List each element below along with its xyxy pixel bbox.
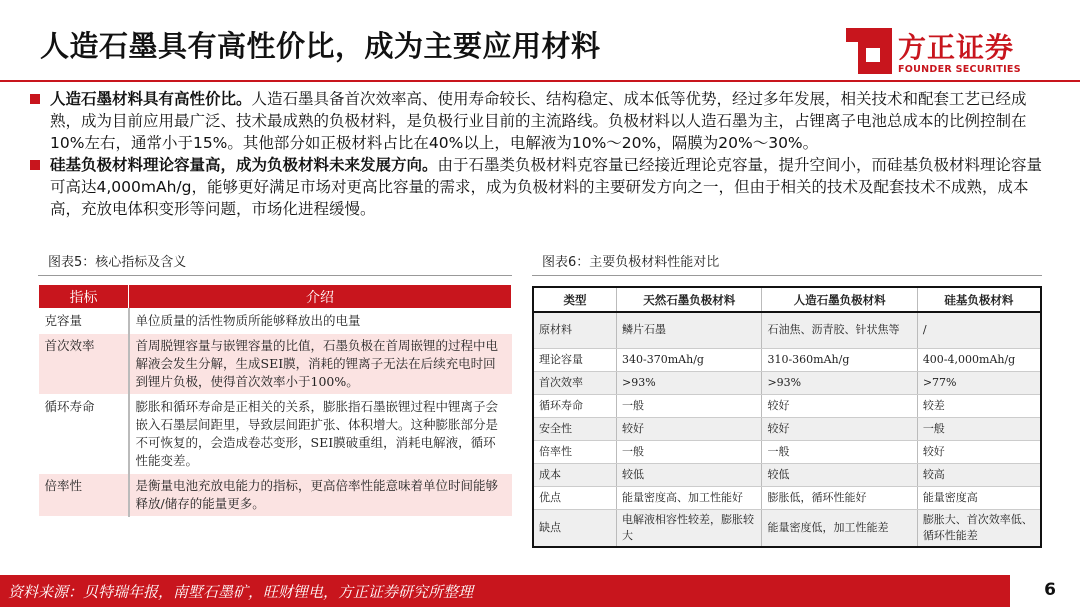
table-cell: 缺点 [533,509,617,547]
table-cell: >93% [762,371,917,394]
table-row [533,312,1041,348]
table-header-row [39,285,512,309]
table-cell: 倍率性 [533,440,617,463]
logo-chinese-name: 方正证券 [898,31,1015,64]
logo-english-name: FOUNDER SECURITIES [898,64,1021,75]
indicator-name: 倍率性 [39,474,129,517]
bullet-text: 人造石墨具备首次效率高、使用寿命较长、结构稳定、成本低等优势，经过多年发展，相关技术和配套工艺已经成熟，成为目前应用最广泛、技术最成熟的负极材料，是负极行业目前的主流路线。负极材料以人造石墨为主，占锂离子电池总成本的比例控制在10%左右，通常小于15%。其他部分如正极材料占比在40%以上，电解液为10%～20%，隔膜为20%～30%。 [50,90,1027,152]
indicator-description: 膨胀和循环寿命是正相关的关系，膨胀指石墨嵌锂过程中锂离子会嵌入石墨层间距里，导致层间距扩张、体积增大。这种膨胀部分是不可恢复的，会造成卷芯变形，SEI膜破重组，消耗电解液，循环性能变差。 [129,395,512,474]
table-header-cell: 介绍 [129,285,512,309]
table-cell: 一般 [762,440,917,463]
bullet-lead: 人造石墨材料具有高性价比。 [50,90,252,108]
table-cell: >77% [917,371,1041,394]
table-cell: 膨胀低，循环性能好 [762,486,917,509]
figure6-caption-rule [532,275,1042,276]
table-row [39,334,512,395]
table-row [39,474,512,517]
table-cell: 一般 [617,440,762,463]
table-header-cell: 类型 [533,287,617,312]
table-cell: 膨胀大、首次效率低、循环性能差 [917,509,1041,547]
table-cell: 优点 [533,486,617,509]
bullet-list [26,88,1056,220]
table-row [39,309,512,334]
footer-bar [0,575,1080,607]
table-header-cell: 硅基负极材料 [917,287,1041,312]
table-cell: 安全性 [533,417,617,440]
table-row [39,395,512,474]
table-cell: 循环寿命 [533,394,617,417]
page-title: 人造石墨具有高性价比，成为主要应用材料 [40,29,601,63]
table-cell: 400-4,000mAh/g [917,348,1041,371]
indicator-description: 首周脱锂容量与嵌锂容量的比值，石墨负极在首周嵌锂的过程中电解液会发生分解，生成SEI膜，消耗的锂离子无法在后续充电时回到锂片负极，使得首次效率小于100%。 [129,334,512,395]
table-cell: 首次效率 [533,371,617,394]
bullet-marker [30,160,40,170]
table-cell: >93% [617,371,762,394]
table-cell: 较低 [617,463,762,486]
indicator-name: 克容量 [39,309,129,334]
figure5-caption: 图表5：核心指标及含义 [48,255,187,270]
founder-logo-icon [846,28,892,74]
table-cell: 能量密度低，加工性能差 [762,509,917,547]
table-cell: 较好 [762,417,917,440]
table-cell: 能量密度高 [917,486,1041,509]
table-row [533,440,1041,463]
header-divider [0,80,1080,82]
table-cell: 较好 [617,417,762,440]
table-cell: 较好 [762,394,917,417]
table-header-row [533,287,1041,312]
table-row [533,486,1041,509]
table-cell: 电解液相容性较差，膨胀较大 [617,509,762,547]
table-cell: 理论容量 [533,348,617,371]
table-row [533,417,1041,440]
table-cell: 石油焦、沥青胶、针状焦等 [762,312,917,348]
table-header-cell: 指标 [39,285,129,309]
figure5-caption-rule [38,275,512,276]
table-cell: 310-360mAh/g [762,348,917,371]
table-header-cell: 人造石墨负极材料 [762,287,917,312]
table-cell: 一般 [917,417,1041,440]
table-row [533,348,1041,371]
table-cell: 能量密度高、加工性能好 [617,486,762,509]
table-row [533,463,1041,486]
table-cell: 较高 [917,463,1041,486]
anode-material-comparison-table [532,286,1042,548]
table-header-cell: 天然石墨负极材料 [617,287,762,312]
core-indicators-table [38,284,512,517]
bullet-item [26,88,1056,154]
table-cell: 鳞片石墨 [617,312,762,348]
page-number: 6 [1044,580,1056,600]
bullet-item [26,154,1056,220]
indicator-description: 单位质量的活性物质所能够释放出的电量 [129,309,512,334]
table-row [533,394,1041,417]
indicator-name: 循环寿命 [39,395,129,474]
table-row [533,371,1041,394]
bullet-marker [30,94,40,104]
indicator-description: 是衡量电池充放电能力的指标，更高倍率性能意味着单位时间能够释放/储存的能量更多。 [129,474,512,517]
table-cell: 原材料 [533,312,617,348]
source-note: 资料来源：贝特瑞年报，南墅石墨矿，旺财锂电，方正证券研究所整理 [8,583,474,601]
table-cell: 成本 [533,463,617,486]
table-cell: 较低 [762,463,917,486]
table-cell: 一般 [617,394,762,417]
company-logo [846,26,1026,80]
bullet-lead: 硅基负极材料理论容量高，成为负极材料未来发展方向。 [50,156,438,174]
indicator-name: 首次效率 [39,334,129,395]
table-cell: / [917,312,1041,348]
table-row [533,509,1041,547]
table-cell: 较差 [917,394,1041,417]
table-cell: 较好 [917,440,1041,463]
bullet-text: 由于石墨类负极材料克容量已经接近理论克容量，提升空间小，而硅基负极材料理论容量可高达4,000mAh/g，能够更好满足市场对更高比容量的需求，成为负极材料的主要研发方向之一，但由于相关的技术及配套技术不成熟，成本高，充放电体积变形等问题，市场化进程缓慢。 [50,156,1043,218]
table-cell: 340-370mAh/g [617,348,762,371]
figure6-caption: 图表6：主要负极材料性能对比 [542,255,720,270]
